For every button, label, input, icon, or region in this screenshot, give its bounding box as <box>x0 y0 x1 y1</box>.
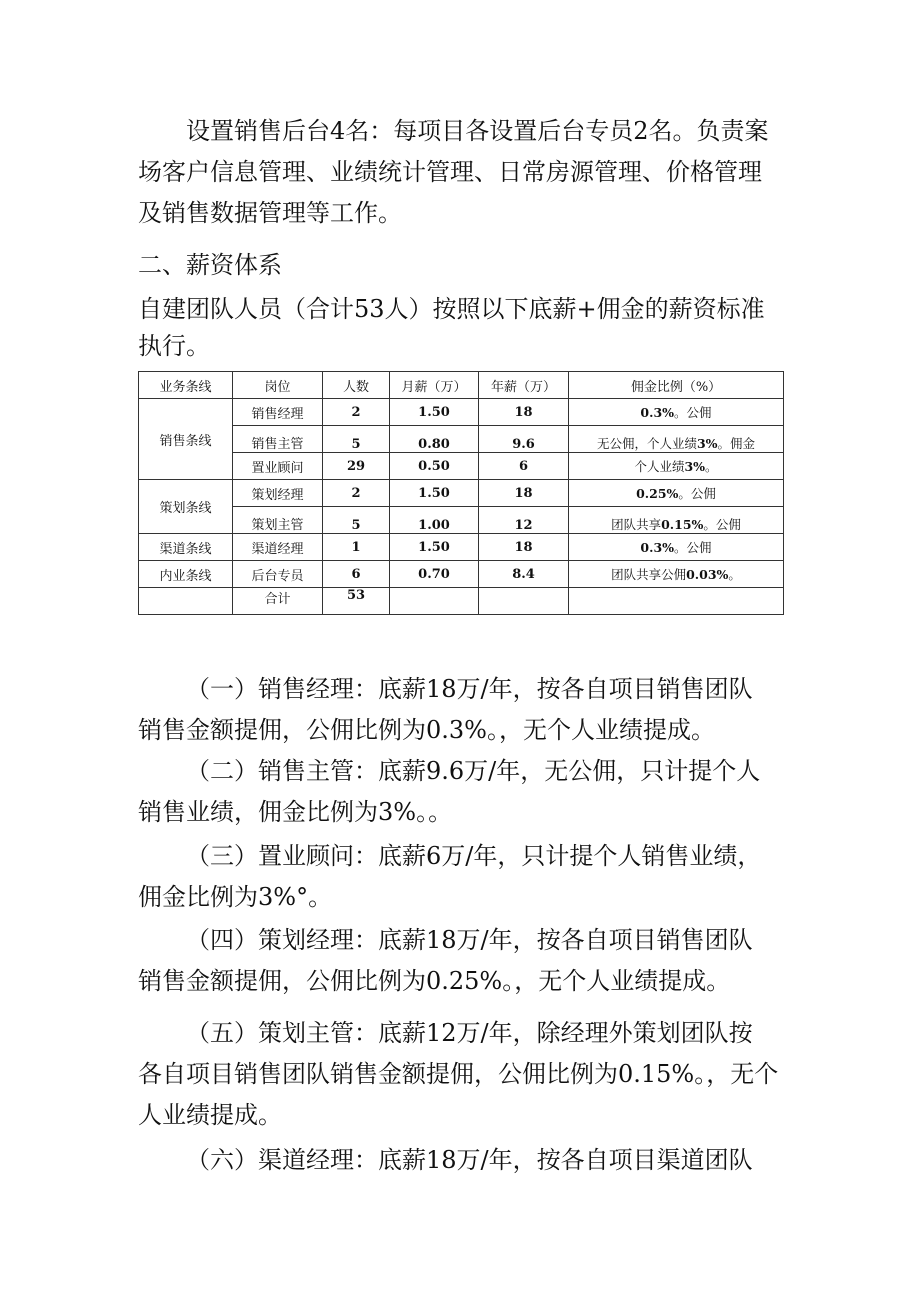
item-line: 佣金比例为3%°。 <box>138 883 333 911</box>
header-cell: 月薪（万） <box>390 372 479 399</box>
intro-paragraph <box>138 111 788 234</box>
item-line: （六）渠道经理：底薪18万/年，按各自项目渠道团队 <box>186 1146 753 1174</box>
group-cell-sales: 销售条线 <box>139 399 233 480</box>
statement-line: 自建团队人员（合计53人）按照以下底薪+佣金的薪资标准 <box>138 295 765 323</box>
table-row <box>139 534 784 561</box>
statement-paragraph <box>138 289 788 367</box>
monthly-cell: 0.80 <box>390 426 479 453</box>
empty-cell <box>479 588 569 615</box>
section-heading: 二、薪资体系 <box>138 251 282 279</box>
position-cell: 置业顾问 <box>233 453 323 480</box>
item-one <box>138 669 788 751</box>
commission-text: 。公佣 <box>678 486 716 501</box>
count-cell: 2 <box>323 480 390 507</box>
intro-line: 场客户信息管理、业绩统计管理、日常房源管理、价格管理 <box>138 158 762 186</box>
item-three <box>138 836 788 918</box>
count-cell: 2 <box>323 399 390 426</box>
group-cell-planning: 策划条线 <box>139 480 233 534</box>
annual-cell: 18 <box>479 399 569 426</box>
annual-cell: 6 <box>479 453 569 480</box>
position-cell: 渠道经理 <box>233 534 323 561</box>
commission-rate: 3% <box>696 436 718 451</box>
commission-rate: 0.25% <box>636 486 679 501</box>
commission-prefix: 团队共享公佣 <box>611 567 687 582</box>
commission-text: 。公佣 <box>674 540 712 555</box>
commission-rate: 3% <box>684 459 706 474</box>
position-cell: 后台专员 <box>233 561 323 588</box>
item-line: 各自项目销售团队销售金额提佣，公佣比例为0.15%。，无个 <box>138 1060 779 1088</box>
table-row <box>139 453 784 480</box>
monthly-cell: 1.50 <box>390 534 479 561</box>
commission-rate: 0.3% <box>640 405 675 420</box>
annual-cell: 8.4 <box>479 561 569 588</box>
item-five <box>138 1013 788 1136</box>
monthly-cell: 0.50 <box>390 453 479 480</box>
total-label-cell: 合计 <box>233 588 323 615</box>
table-row <box>139 426 784 453</box>
header-cell: 年薪（万） <box>479 372 569 399</box>
commission-rate: 0.3% <box>640 540 675 555</box>
header-cell: 人数 <box>323 372 390 399</box>
commission-cell <box>569 507 784 534</box>
monthly-cell: 1.50 <box>390 480 479 507</box>
item-line: （一）销售经理：底薪18万/年，按各自项目销售团队 <box>186 675 753 703</box>
commission-text: 。 <box>705 459 718 474</box>
statement-line: 执行。 <box>138 332 210 360</box>
empty-cell <box>390 588 479 615</box>
item-line: 人业绩提成。 <box>138 1101 282 1129</box>
commission-prefix: 团队共享 <box>611 517 662 532</box>
salary-table <box>138 371 784 615</box>
table-row <box>139 480 784 507</box>
item-line: （五）策划主管：底薪12万/年，除经理外策划团队按 <box>186 1019 753 1047</box>
annual-cell: 18 <box>479 534 569 561</box>
position-cell: 策划主管 <box>233 507 323 534</box>
commission-text: 。佣金 <box>717 436 756 451</box>
commission-cell <box>569 534 784 561</box>
commission-cell <box>569 480 784 507</box>
commission-cell <box>569 561 784 588</box>
intro-line: 及销售数据管理等工作。 <box>138 199 402 227</box>
monthly-cell: 1.00 <box>390 507 479 534</box>
monthly-cell: 1.50 <box>390 399 479 426</box>
item-line: （三）置业顾问：底薪6万/年，只计提个人销售业绩， <box>186 842 762 870</box>
header-cell: 岗位 <box>233 372 323 399</box>
commission-text: 。公佣 <box>703 517 741 532</box>
annual-cell: 12 <box>479 507 569 534</box>
empty-cell <box>569 588 784 615</box>
count-cell: 5 <box>323 507 390 534</box>
group-cell-internal: 内业条线 <box>139 561 233 588</box>
commission-prefix: 无公佣，个人业绩 <box>596 436 697 451</box>
item-two <box>138 751 788 833</box>
item-line: 销售金额提佣，公佣比例为0.3%。，无个人业绩提成。 <box>138 716 715 744</box>
table-row <box>139 399 784 426</box>
annual-cell: 9.6 <box>479 426 569 453</box>
intro-line: 设置销售后台4名：每项目各设置后台专员2名。负责案 <box>186 117 769 145</box>
total-count-cell: 53 <box>323 588 390 615</box>
item-line: 销售业绩，佣金比例为3%。。 <box>138 798 453 826</box>
count-cell: 29 <box>323 453 390 480</box>
count-cell: 1 <box>323 534 390 561</box>
monthly-cell: 0.70 <box>390 561 479 588</box>
commission-rate: 0.03% <box>686 567 729 582</box>
item-four <box>138 920 788 1002</box>
position-cell: 销售经理 <box>233 399 323 426</box>
commission-cell <box>569 453 784 480</box>
commission-cell <box>569 426 784 453</box>
count-cell: 6 <box>323 561 390 588</box>
commission-rate: 0.15% <box>661 517 704 532</box>
commission-prefix: 个人业绩 <box>634 459 685 474</box>
group-cell-channel: 渠道条线 <box>139 534 233 561</box>
empty-cell <box>139 588 233 615</box>
table-row <box>139 507 784 534</box>
table-header-row <box>139 372 784 399</box>
commission-cell <box>569 399 784 426</box>
header-cell: 佣金比例（%） <box>569 372 784 399</box>
position-cell: 策划经理 <box>233 480 323 507</box>
item-line: 销售金额提佣，公佣比例为0.25%。，无个人业绩提成。 <box>138 967 731 995</box>
item-six <box>138 1140 788 1181</box>
item-line: （二）销售主管：底薪9.6万/年，无公佣，只计提个人 <box>186 757 761 785</box>
annual-cell: 18 <box>479 480 569 507</box>
item-line: （四）策划经理：底薪18万/年，按各自项目销售团队 <box>186 926 753 954</box>
commission-text: 。 <box>728 567 741 582</box>
header-cell: 业务条线 <box>139 372 233 399</box>
table-total-row <box>139 588 784 615</box>
position-cell: 销售主管 <box>233 426 323 453</box>
count-cell: 5 <box>323 426 390 453</box>
commission-text: 。公佣 <box>674 405 712 420</box>
table-row <box>139 561 784 588</box>
